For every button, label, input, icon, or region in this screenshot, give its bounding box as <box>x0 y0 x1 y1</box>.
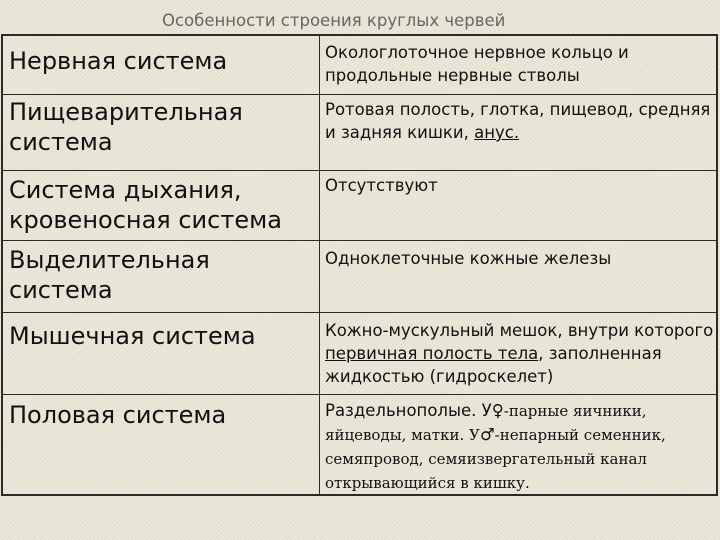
table-row <box>3 36 716 94</box>
system-description <box>325 399 715 495</box>
system-description <box>325 319 715 388</box>
system-name: Половая система <box>9 401 227 429</box>
system-description: Отсутствуют <box>325 176 438 195</box>
description-text: Ротовая полость, глотка, пищевод, средняя и задняя кишки, <box>325 100 711 142</box>
male-symbol: ♂ <box>479 425 495 444</box>
description-text: Раздельнополые. У♀ <box>325 401 504 420</box>
table-row <box>3 312 716 395</box>
description-text: Кожно-мускульный мешок, внутри которого <box>325 321 714 340</box>
description-underlined-text: первичная полость тела <box>325 344 539 363</box>
system-name: Нервная система <box>9 47 228 75</box>
table-row <box>3 394 716 497</box>
description-serif-text: -непарный семенник, семяпровод, семяизвергательный канал открывающийся в кишку. <box>325 426 666 492</box>
description-serif-text: -парные яичники, яйцеводы, матки. У <box>325 402 647 444</box>
system-name: Пищеварительная система <box>9 98 243 156</box>
comparison-table <box>1 34 718 496</box>
system-description: Одноклеточные кожные железы <box>325 249 612 268</box>
system-description <box>325 98 715 144</box>
page-title: Особенности строения круглых червей <box>162 11 506 30</box>
table-row <box>3 240 716 313</box>
table-row <box>3 94 716 171</box>
system-name: Мышечная система <box>9 322 256 350</box>
description-underlined-text: анус. <box>474 123 520 142</box>
system-name: Система дыхания, кровеносная система <box>9 176 282 234</box>
table-row <box>3 170 716 241</box>
description-text: , заполненная жидкостью (гидроскелет) <box>325 344 662 386</box>
system-name: Выделительная система <box>9 246 210 304</box>
system-description: Окологлоточное нервное кольцо и продольные нервные стволы <box>325 43 629 85</box>
